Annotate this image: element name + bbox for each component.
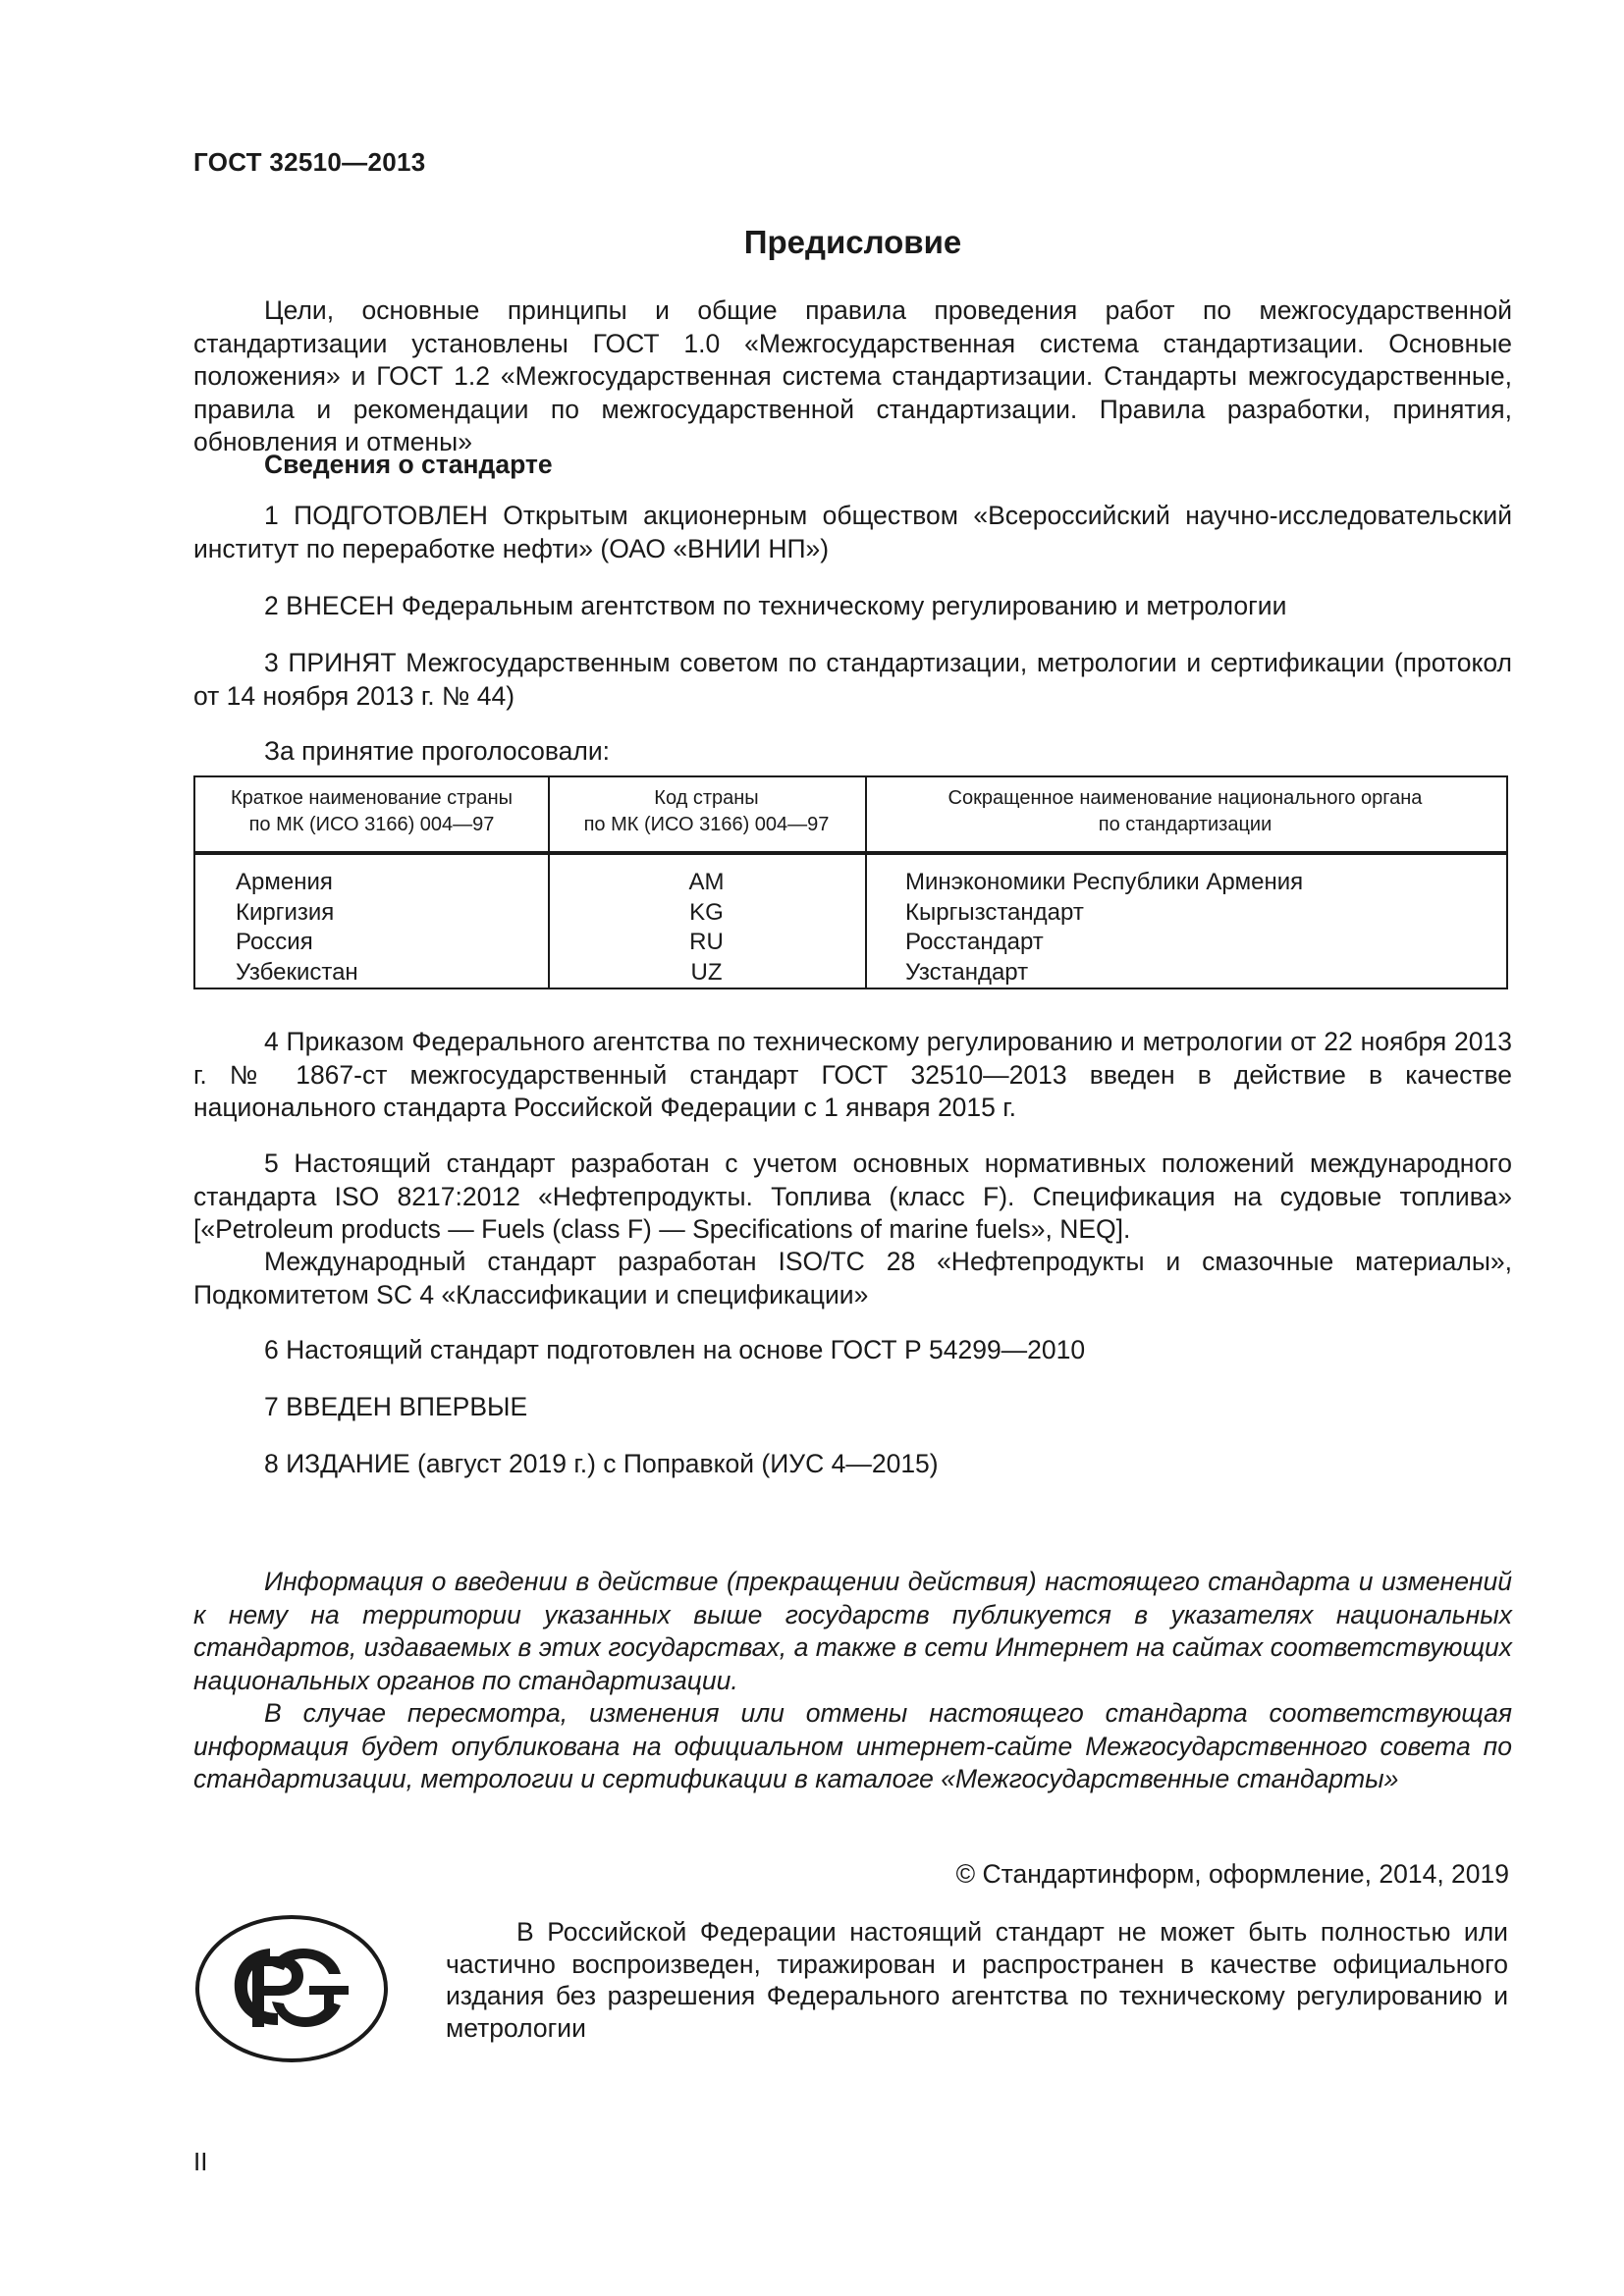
table-cell-code: KG: [689, 898, 724, 926]
table-cell-country: Россия: [236, 929, 313, 955]
table-cell-code: RU: [689, 929, 724, 955]
table-cell-code: UZ: [690, 958, 723, 986]
pct-certification-mark-icon: [193, 1913, 390, 2064]
item-based-on: 6 Настоящий стандарт подготовлен на основе ГОСТ Р 54299—2010: [264, 1335, 1086, 1364]
section-title: Сведения о стандарте: [264, 450, 553, 479]
intro-paragraph: Цели, основные принципы и общие правила проведения работ по межгосударственной стандартизации установлены ГОСТ 1.0 «Межгосударственная система стандартизации. Основные положения» и ГОСТ 1.2 «Межгосударственная система стандартизации. Стандарты межгосударственные, правила и рекомендации по межгосударственной стандартизации. Правила разработки, принятия, обновления и отмены»: [193, 295, 1512, 456]
page-title: Предисловие: [743, 224, 962, 260]
document-code-header: ГОСТ 32510—2013: [193, 147, 426, 177]
table-column-bodies: [905, 868, 1303, 988]
item-edition: 8 ИЗДАНИЕ (август 2019 г.) с Поправкой (ИУС 4—2015): [264, 1449, 939, 1478]
logo-graphic: [193, 1913, 390, 2064]
item-order: 4 Приказом Федерального агентства по техническому регулированию и метрологии от 22 ноября 2013 г. № 1867-ст межгосударственный стандарт ГОСТ 32510—2013 введен в действие в качестве национального стандарта Российской Федерации с 1 января 2015 г.: [193, 1027, 1512, 1122]
table-column-codes: [548, 868, 865, 988]
table-header-code: Код страны по МК (ИСО 3166) 004—97: [583, 787, 830, 835]
table-header-country: Краткое наименование страны по МК (ИСО 3166) 004—97: [230, 787, 514, 835]
table-cell-country: Армения: [236, 869, 333, 895]
item-first-introduced: 7 ВВЕДЕН ВПЕРВЫЕ: [264, 1392, 528, 1421]
table-cell-body: Минэкономики Республики Армения: [905, 869, 1304, 895]
table-header-rule: [195, 851, 1506, 855]
table-cell-body: Росстандарт: [905, 929, 1044, 955]
table-header-body: Сокращенное наименование национального органа по стандартизации: [947, 787, 1423, 835]
rights-notice: В Российской Федерации настоящий стандарт не может быть полностью или частично воспроизведен, тиражирован и распространен в качестве официального издания без разрешения Федерального агентства по техническому регулированию и метрологии: [446, 1917, 1508, 2043]
table-cell-country: Киргизия: [236, 898, 335, 926]
voted-label: За принятие проголосовали:: [264, 736, 611, 766]
notice-introduction: Информация о введении в действие (прекращении действия) настоящего стандарта и изменений к нему на территории указанных выше государств публикуется в указателях национальных стандартов, издаваемых в этих государствах, а также в сети Интернет на сайтах соответствующих национальных органов по стандартизации.: [193, 1567, 1512, 1695]
table-column-countries: [236, 868, 358, 988]
item-prepared: 1 ПОДГОТОВЛЕН Открытым акционерным обществом «Всероссийский научно-исследовательский институт по переработке нефти» (ОАО «ВНИИ НП»): [193, 501, 1512, 563]
item-adopted: 3 ПРИНЯТ Межгосударственным советом по стандартизации, метрологии и сертификации (протокол от 14 ноября 2013 г. № 44): [193, 648, 1512, 711]
copyright-line: © Стандартинформ, оформление, 2014, 2019: [955, 1859, 1509, 1889]
item-developed: 5 Настоящий стандарт разработан с учетом основных нормативных положений международного стандарта ISO 8217:2012 «Нефтепродукты. Топлива (класс F). Спецификация на судовые топлива» [«Petroleum products — Fuels (class F) — Specifications of marine fuels», NEQ].: [193, 1148, 1512, 1244]
table-cell-country: Узбекистан: [236, 958, 358, 986]
item-submitted: 2 ВНЕСЕН Федеральным агентством по техническому регулированию и метрологии: [264, 591, 1287, 620]
page-number: II: [193, 2147, 208, 2176]
item-developed-international: Международный стандарт разработан ISO/TC 28 «Нефтепродукты и смазочные материалы», Подкомитетом SC 4 «Классификации и спецификации»: [193, 1247, 1512, 1309]
table-cell-code: AM: [688, 869, 725, 895]
table-cell-body: Кыргызстандарт: [905, 898, 1084, 926]
voting-table: [193, 775, 1508, 989]
notice-revision: В случае пересмотра, изменения или отмены настоящего стандарта соответствующая информация будет опубликована на официальном интернет-сайте Межгосударственного совета по стандартизации, метрологии и сертификации в каталоге «Межгосударственные стандарты»: [193, 1698, 1512, 1793]
table-cell-body: Узстандарт: [905, 958, 1029, 986]
